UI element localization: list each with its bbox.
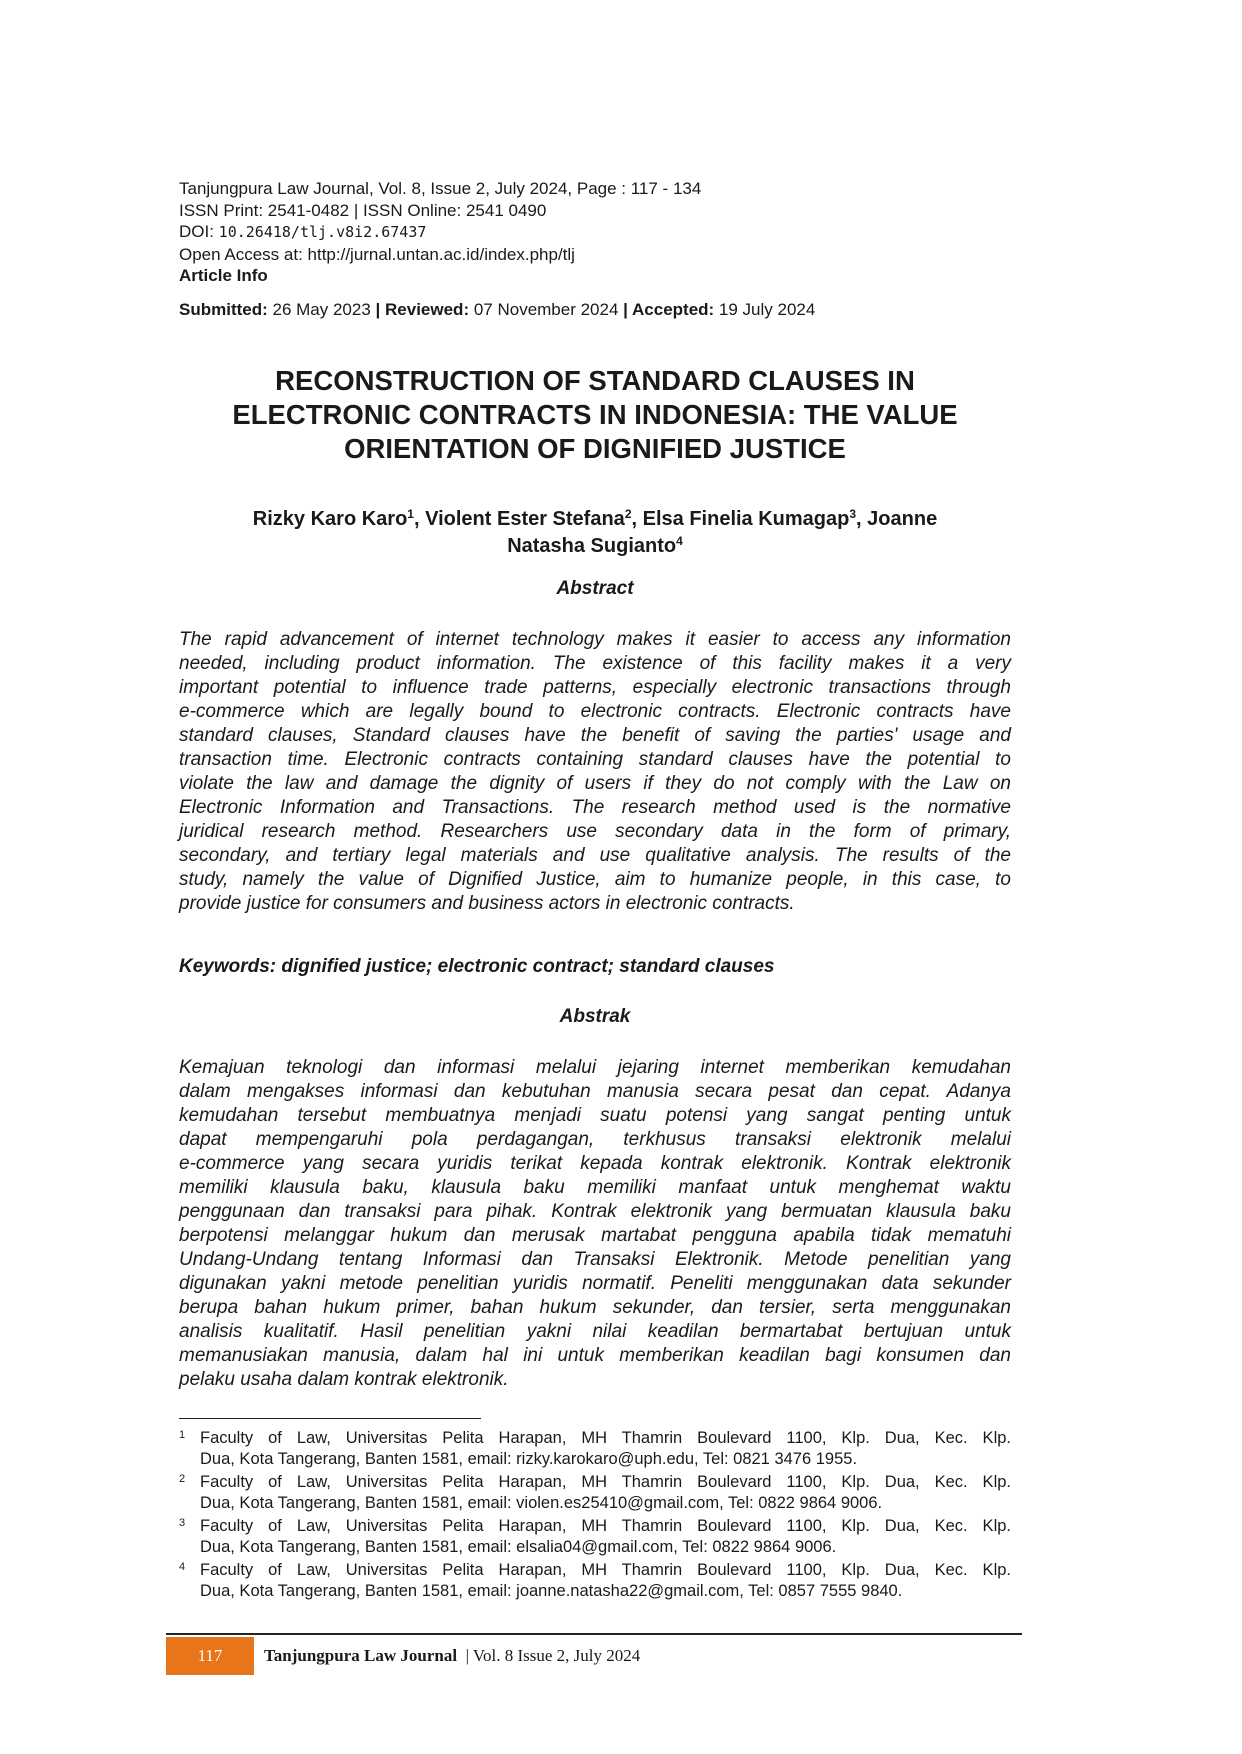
footnote-line: Dua, Kota Tangerang, Banten 1581, email: elsalia04@gmail.com, Tel: 0822 9864 9006. (200, 1538, 837, 1556)
footnote-marker[interactable]: 3 (849, 507, 857, 521)
abstract-line: transaction time. Electronic contracts containing standard clauses have the potential to (179, 749, 1011, 770)
author-separator: , (856, 508, 868, 530)
doi-value[interactable]: 10.26418/tlj.v8i2.67437 (218, 223, 427, 241)
date-separator: | (375, 300, 386, 319)
footer-journal-name: Tanjungpura Law Journal (264, 1646, 458, 1665)
article-metadata (179, 178, 701, 287)
footer-issue: | Vol. 8 Issue 2, July 2024 (457, 1646, 641, 1665)
doi-line (179, 221, 701, 244)
abstract-line: study, namely the value of Dignified Justice, aim to humanize people, in this case, to (179, 869, 1011, 890)
author-line (150, 533, 1040, 560)
page-number-badge (166, 1637, 254, 1675)
abstract-line: important potential to influence trade patterns, especially electronic transactions through (179, 677, 1011, 698)
footnote-text (200, 1560, 1011, 1602)
abstract-body (179, 628, 1011, 916)
footnote-line: Dua, Kota Tangerang, Banten 1581, email: violen.es25410@gmail.com, Tel: 0822 9864 9006. (200, 1494, 883, 1512)
title-line: ORIENTATION OF DIGNIFIED JUSTICE (344, 433, 846, 464)
submitted-date: 26 May 2023 (267, 300, 376, 319)
keywords: Keywords: dignified justice; electronic contract; standard clauses (179, 956, 775, 977)
abstrak-line: berupa bahan hukum primer, bahan hukum sekunder, dan tersier, serta menggunakan (179, 1297, 1011, 1318)
issn-line: ISSN Print: 2541-0482 | ISSN Online: 2541 0490 (179, 200, 547, 220)
article-title (150, 364, 1040, 466)
abstrak-line: penggunaan dan transaksi para pihak. Kontrak elektronik yang bermuatan klausula baku (179, 1201, 1011, 1222)
footnote-number: 1 (179, 1429, 186, 1441)
abstrak-line: berpotensi melanggar hukum dan merusak martabat pengguna apabila tidak mematuhi (179, 1225, 1011, 1246)
page-number: 117 (197, 1646, 223, 1665)
abstrak-line: Undang-Undang tentang Informasi dan Transaksi Elektronik. Metode penelitian yang (179, 1249, 1011, 1270)
abstract-line: standard clauses, Standard clauses have the benefit of saving the parties' usage and (179, 725, 1011, 746)
abstrak-line: dalam mengakses informasi dan kebutuhan manusia secara pesat dan cepat. Adanya (179, 1081, 1011, 1102)
footnote-text (200, 1516, 1011, 1558)
footnote-line: Dua, Kota Tangerang, Banten 1581, email: joanne.natasha22@gmail.com, Tel: 0857 7555 9840. (200, 1582, 903, 1600)
author-name: Violent Ester Stefana (425, 508, 625, 530)
author-name: Natasha Sugianto (507, 535, 677, 557)
article-info-label: Article Info (179, 266, 268, 285)
abstrak-line: digunakan yakni metode penelitian yuridis normatif. Peneliti menggunakan data sekunder (179, 1273, 1011, 1294)
submitted-label: Submitted: (179, 300, 268, 319)
footnote-marker[interactable]: 2 (624, 507, 632, 521)
reviewed-label: Reviewed: (385, 300, 470, 319)
abstrak-line: memanusiakan manusia, dalam hal ini untuk memberikan keadilan bagi konsumen dan (179, 1345, 1011, 1366)
abstrak-line: analisis kualitatif. Hasil penelitian yakni nilai keadilan bermartabat bertujuan untuk (179, 1321, 1011, 1342)
footnote-line: Faculty of Law, Universitas Pelita Harapan, MH Thamrin Boulevard 1100, Klp. Dua, Kec. Klp. (200, 1517, 1011, 1535)
abstrak-line: e-commerce yang secara yuridis terikat kepada kontrak elektronik. Kontrak elektronik (179, 1153, 1011, 1174)
abstrak-line: kemudahan tersebut membuatnya menjadi suatu potensi yang sangat penting untuk (179, 1105, 1011, 1126)
footnote-number: 2 (179, 1473, 186, 1485)
abstrak-line: Kemajuan teknologi dan informasi melalui jejaring internet memberikan kemudahan (179, 1057, 1011, 1078)
author-name: Rizky Karo Karo (252, 508, 408, 530)
footnote-divider (179, 1418, 481, 1419)
submission-dates (179, 300, 815, 320)
footnote-line: Faculty of Law, Universitas Pelita Harapan, MH Thamrin Boulevard 1100, Klp. Dua, Kec. Klp. (200, 1429, 1011, 1447)
abstrak-line: dapat mempengaruhi pola perdagangan, terkhusus transaksi elektronik melalui (179, 1129, 1011, 1150)
running-footer (264, 1646, 640, 1666)
abstrak-body (179, 1056, 1011, 1392)
footnote-marker[interactable]: 4 (676, 534, 683, 548)
footnote-text (200, 1472, 1011, 1514)
abstrak-line: memiliki klausula baku, klausula baku memiliki manfaat untuk menghemat waktu (179, 1177, 1011, 1198)
abstract-line: The rapid advancement of internet technology makes it easier to access any information (179, 629, 1011, 650)
title-line: ELECTRONIC CONTRACTS IN INDONESIA: THE VALUE (232, 399, 958, 430)
abstrak-line: pelaku usaha dalam kontrak elektronik. (179, 1369, 509, 1390)
footnote-line: Dua, Kota Tangerang, Banten 1581, email: rizky.karokaro@uph.edu, Tel: 0821 3476 1955. (200, 1450, 858, 1468)
footnote-marker[interactable]: 1 (407, 507, 414, 521)
reviewed-date: 07 November 2024 (469, 300, 624, 319)
abstract-line: e-commerce which are legally bound to electronic contracts. Electronic contracts have (179, 701, 1011, 722)
author-list (150, 506, 1040, 560)
author-line (150, 506, 1040, 533)
author-separator: , (413, 508, 426, 530)
title-line: RECONSTRUCTION OF STANDARD CLAUSES IN (275, 365, 915, 396)
footnote-line: Faculty of Law, Universitas Pelita Harapan, MH Thamrin Boulevard 1100, Klp. Dua, Kec. Klp. (200, 1561, 1011, 1579)
journal-citation: Tanjungpura Law Journal, Vol. 8, Issue 2, July 2024, Page : 117 - 134 (179, 179, 702, 198)
date-separator: | (623, 300, 633, 319)
author-name: Elsa Finelia Kumagap (642, 508, 850, 530)
footnote-line: Faculty of Law, Universitas Pelita Harapan, MH Thamrin Boulevard 1100, Klp. Dua, Kec. Klp. (200, 1473, 1011, 1491)
abstract-line: violate the law and damage the dignity of users if they do not comply with the Law on (179, 773, 1011, 794)
footnote-number: 4 (179, 1561, 186, 1573)
abstrak-heading: Abstrak (559, 1006, 631, 1027)
footer-divider (166, 1633, 1022, 1635)
author-name: Joanne (867, 508, 938, 530)
footnote-number: 3 (179, 1517, 186, 1529)
abstract-line: Electronic Information and Transactions. The research method used is the normative (179, 797, 1011, 818)
abstract-heading: Abstract (556, 578, 634, 599)
abstract-line: needed, including product information. The existence of this facility makes it a very (179, 653, 1011, 674)
abstract-line: provide justice for consumers and business actors in electronic contracts. (179, 893, 795, 914)
footnote-text (200, 1428, 1011, 1470)
open-access-line[interactable]: Open Access at: http://jurnal.untan.ac.id/index.php/tlj (179, 244, 575, 264)
doi-label: DOI: (179, 222, 219, 241)
accepted-label: Accepted: (632, 300, 715, 319)
accepted-date: 19 July 2024 (714, 300, 816, 319)
abstract-line: secondary, and tertiary legal materials and use qualitative analysis. The results of the (179, 845, 1011, 866)
abstract-line: juridical research method. Researchers use secondary data in the form of primary, (179, 821, 1011, 842)
author-separator: , (631, 508, 643, 530)
